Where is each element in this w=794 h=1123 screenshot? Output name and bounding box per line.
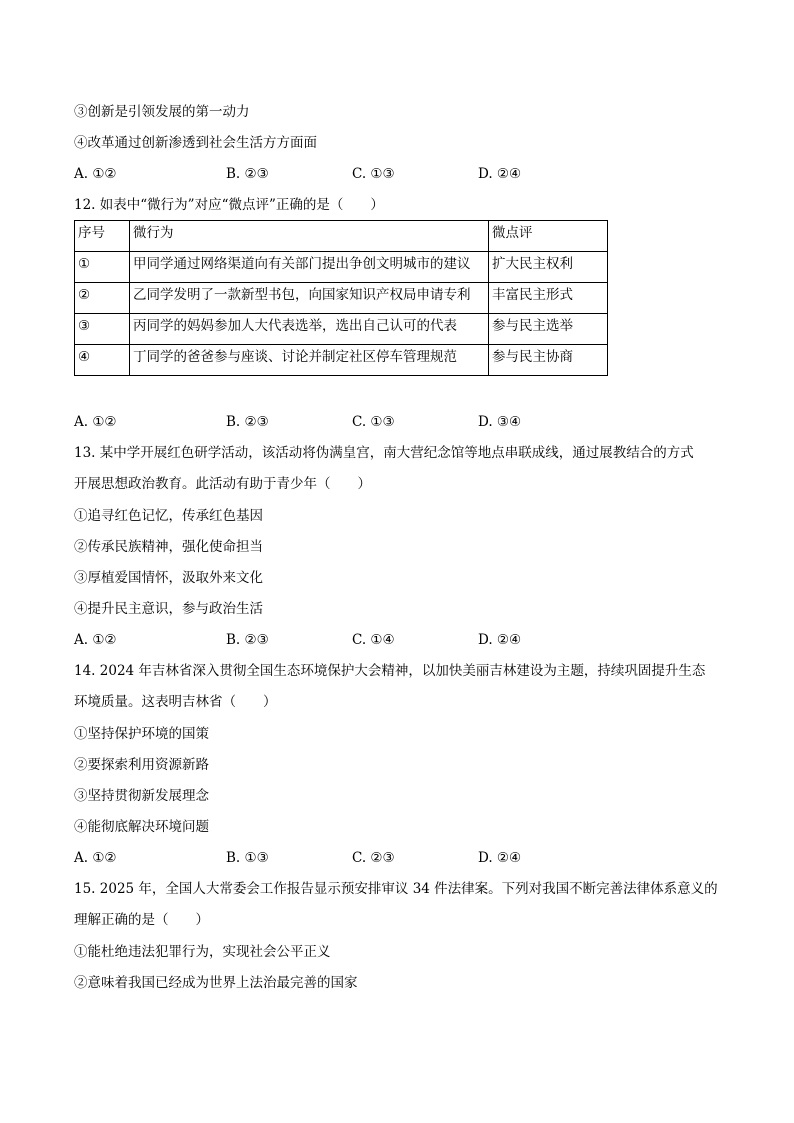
row-comment: 扩大民主权利 xyxy=(489,252,608,283)
q15-option-1: ①能杜绝违法犯罪行为，实现社会公平正义 xyxy=(74,944,331,960)
q15-stem-line-1: 15. 2025 年，全国人大常委会工作报告显示预安排审议 34 件法律案。下列对我国不断完善法律体系意义的 xyxy=(74,881,718,897)
q12-choice-a: A. ①② xyxy=(74,414,117,430)
q14-choice-c: C. ②③ xyxy=(352,850,395,866)
q11-choice-c: C. ①③ xyxy=(352,166,395,182)
q13-choice-a: A. ①② xyxy=(74,632,117,648)
row-number: ③ xyxy=(75,314,130,345)
row-behavior: 丙同学的妈妈参加人大代表选举，选出自己认可的代表 xyxy=(130,314,489,345)
q14-choice-b: B. ①③ xyxy=(226,850,269,866)
q13-choice-b: B. ②③ xyxy=(226,632,269,648)
q14-option-1: ①坚持保护环境的国策 xyxy=(74,726,209,742)
q15-option-2: ②意味着我国已经成为世界上法治最完善的国家 xyxy=(74,975,358,991)
q14-stem-line-1: 14. 2024 年吉林省深入贯彻全国生态环境保护大会精神，以加快美丽吉林建设为主题，持续巩固提升生态 xyxy=(74,663,706,679)
q12-choice-c: C. ①③ xyxy=(352,414,395,430)
q13-choices xyxy=(74,631,714,649)
table-row xyxy=(75,252,608,283)
table-row xyxy=(75,314,608,345)
q13-option-3: ③厚植爱国情怀，汲取外来文化 xyxy=(74,570,263,586)
header-behavior: 微行为 xyxy=(130,221,489,252)
q13-option-1: ①追寻红色记忆，传承红色基因 xyxy=(74,508,263,524)
q13-option-4: ④提升民主意识，参与政治生活 xyxy=(74,601,263,617)
row-behavior: 丁同学的爸爸参与座谈、讨论并制定社区停车管理规范 xyxy=(130,345,489,376)
row-number: ④ xyxy=(75,345,130,376)
q12-choice-b: B. ②③ xyxy=(226,414,269,430)
q11-choices xyxy=(74,165,714,183)
q14-option-2: ②要探索利用资源新路 xyxy=(74,757,209,773)
q13-stem-line-1: 13. 某中学开展红色研学活动，该活动将伪满皇宫，南大营纪念馆等地点串联成线，通过展教结合的方式 xyxy=(74,445,694,461)
q14-choice-a: A. ①② xyxy=(74,850,117,866)
header-number: 序号 xyxy=(75,221,130,252)
q12-table xyxy=(74,220,608,376)
q14-option-4: ④能彻底解决环境问题 xyxy=(74,819,209,835)
row-comment: 参与民主协商 xyxy=(489,345,608,376)
q14-stem-line-2: 环境质量。这表明吉林省（ ） xyxy=(74,694,277,710)
q14-choice-d: D. ②④ xyxy=(478,850,522,866)
q13-choice-d: D. ②④ xyxy=(478,632,522,648)
q14-choices xyxy=(74,849,714,867)
q11-option-3: ③创新是引领发展的第一动力 xyxy=(74,104,250,120)
q11-choice-a: A. ①② xyxy=(74,166,117,182)
q13-choice-c: C. ①④ xyxy=(352,632,395,648)
q14-option-3: ③坚持贯彻新发展理念 xyxy=(74,788,209,804)
row-behavior: 甲同学通过网络渠道向有关部门提出争创文明城市的建议 xyxy=(130,252,489,283)
row-comment: 参与民主选举 xyxy=(489,314,608,345)
q13-stem-line-2: 开展思想政治教育。此活动有助于青少年（ ） xyxy=(74,476,371,492)
table-header-row xyxy=(75,221,608,252)
row-number: ② xyxy=(75,283,130,314)
row-comment: 丰富民主形式 xyxy=(489,283,608,314)
q11-option-4: ④改革通过创新渗透到社会生活方方面面 xyxy=(74,135,317,151)
row-number: ① xyxy=(75,252,130,283)
q12-stem: 12. 如表中“微行为”对应“微点评”正确的是（ ） xyxy=(74,197,384,213)
table-row xyxy=(75,283,608,314)
row-behavior: 乙同学发明了一款新型书包，向国家知识产权局申请专利 xyxy=(130,283,489,314)
q15-stem-line-2: 理解正确的是（ ） xyxy=(74,912,209,928)
q12-choices xyxy=(74,413,714,431)
q11-choice-b: B. ②③ xyxy=(226,166,269,182)
table-row xyxy=(75,345,608,376)
q12-choice-d: D. ③④ xyxy=(478,414,522,430)
q11-choice-d: D. ②④ xyxy=(478,166,522,182)
q13-option-2: ②传承民族精神，强化使命担当 xyxy=(74,539,263,555)
header-comment: 微点评 xyxy=(489,221,608,252)
